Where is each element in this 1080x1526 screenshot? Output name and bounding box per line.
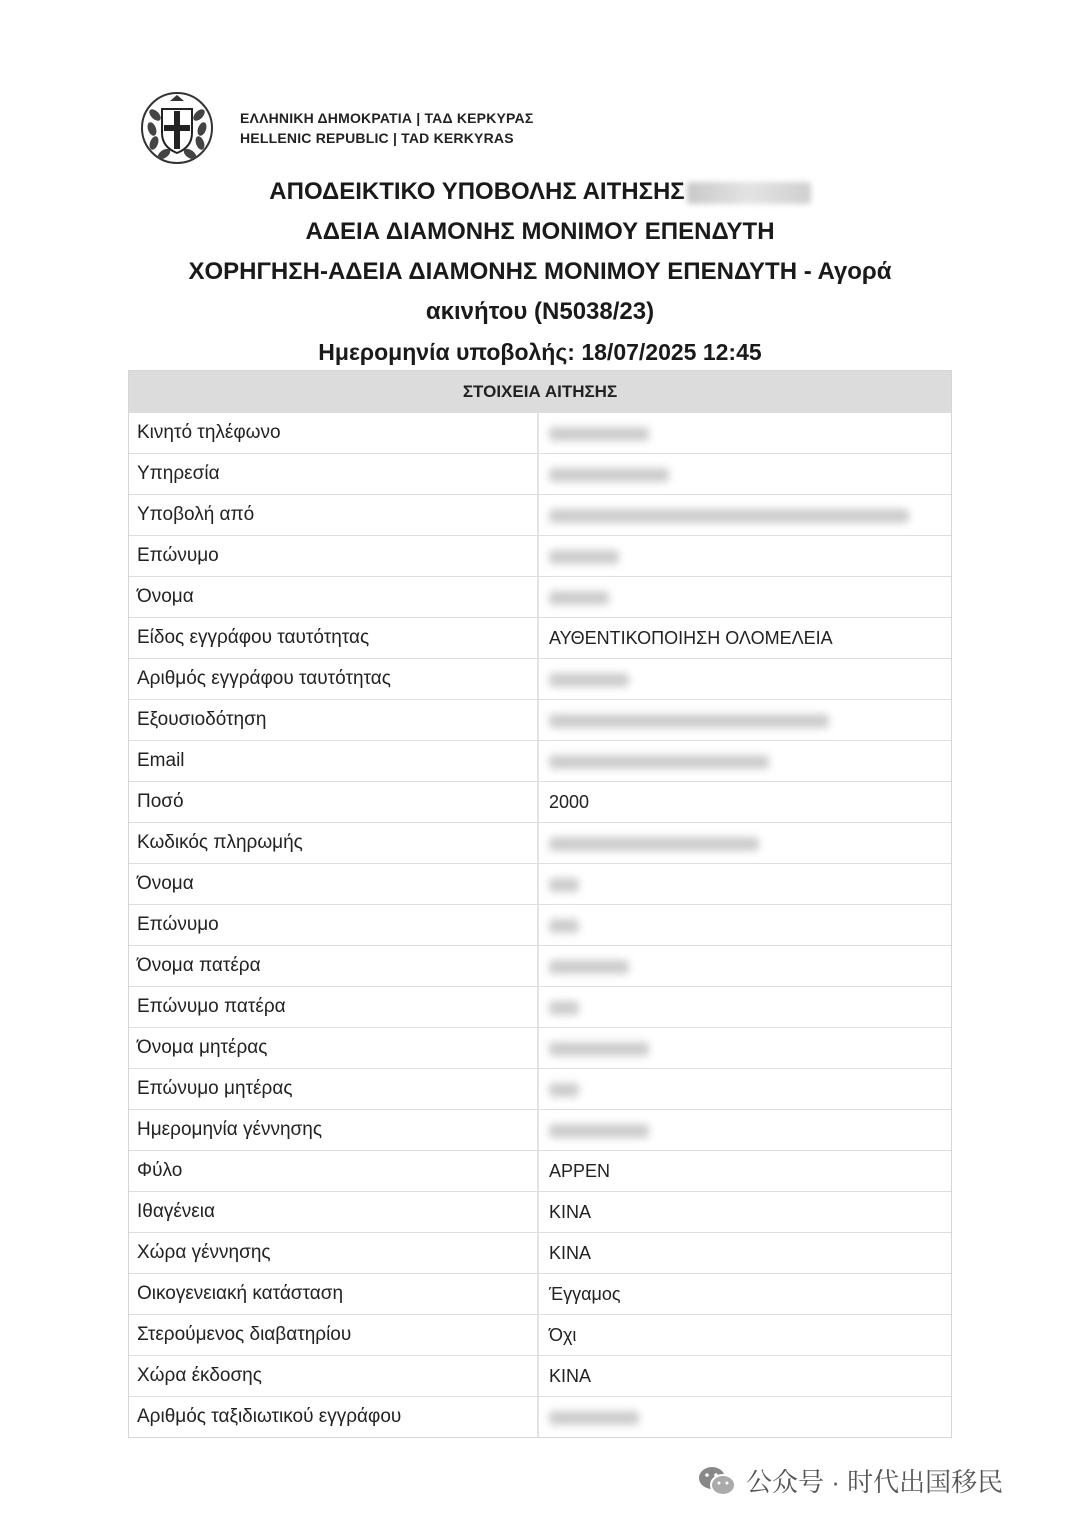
field-label: Είδος εγγράφου ταυτότητας [129,618,539,658]
redacted-value [549,1124,649,1138]
table-row [129,699,951,740]
field-label: Στερούμενος διαβατηρίου [129,1315,539,1355]
field-label: Όνομα [129,864,539,904]
field-label: Όνομα πατέρα [129,946,539,986]
table-row [129,494,951,535]
issuer-greek: ΕΛΛΗΝΙΚΗ ΔΗΜΟΚΡΑΤΙΑ | ΤΑΔ ΚΕΡΚΥΡΑΣ [240,110,534,126]
field-label: Ποσό [129,782,539,822]
field-label: Ημερομηνία γέννησης [129,1110,539,1150]
field-value [539,536,951,576]
document-title [100,172,980,372]
application-details-table [128,370,952,1438]
redacted-value [549,837,759,851]
wechat-icon [698,1465,736,1497]
field-value [539,495,951,535]
field-value [539,1069,951,1109]
table-row [129,1191,951,1232]
table-row [129,535,951,576]
title-grant-cont: ακινήτου (N5038/23) [425,298,655,325]
field-label: Κωδικός πληρωμής [129,823,539,863]
table-row [129,1150,951,1191]
table-row [129,904,951,945]
title-permit: ΑΔΕΙΑ ΔΙΑΜΟΝΗΣ ΜΟΝΙΜΟΥ ΕΠΕΝΔΥΤΗ [305,218,775,245]
redacted-value [549,1083,579,1097]
title-grant: ΧΟΡΗΓΗΣΗ-ΑΔΕΙΑ ΔΙΑΜΟΝΗΣ ΜΟΝΙΜΟΥ ΕΠΕΝΔΥΤΗ - Αγορά [188,258,892,285]
redacted-value [549,919,579,933]
field-value [539,741,951,781]
submission-date: Ημερομηνία υποβολής: 18/07/2025 12:45 [318,339,762,365]
watermark-text: 公众号 · 时代出国移民 [746,1467,1004,1497]
field-value: ΑΡΡΕΝ [549,1161,611,1181]
greek-coat-of-arms-icon [140,91,214,165]
redacted-value [549,468,669,482]
field-label: Φύλο [129,1151,539,1191]
table-row [129,1273,951,1314]
table-row [129,781,951,822]
redacted-value [549,427,649,441]
field-label: Υπηρεσία [129,454,539,494]
field-label: Χώρα έκδοσης [129,1356,539,1396]
field-label: Εξουσιοδότηση [129,700,539,740]
field-value [539,413,951,453]
field-label: Αριθμός εγγράφου ταυτότητας [129,659,539,699]
title-receipt: ΑΠΟΔΕΙΚΤΙΚΟ ΥΠΟΒΟΛΗΣ ΑΙΤΗΣΗΣ [100,172,980,212]
field-label: Όνομα [129,577,539,617]
table-row [129,740,951,781]
field-label: Επώνυμο μητέρας [129,1069,539,1109]
table-row [129,822,951,863]
field-value: ΑΥΘΕΝΤΙΚΟΠΟΙΗΣΗ ΟΛΟΜΕΛΕΙΑ [549,628,833,648]
field-label: Επώνυμο [129,536,539,576]
field-label: Ιθαγένεια [129,1192,539,1232]
field-label: Όνομα μητέρας [129,1028,539,1068]
field-label: Επώνυμο πατέρα [129,987,539,1027]
table-row [129,412,951,453]
field-value [539,700,951,740]
field-value: Όχι [549,1325,577,1345]
table-row [129,453,951,494]
field-label: Κινητό τηλέφωνο [129,413,539,453]
redacted-application-number [687,182,811,204]
table-row [129,1109,951,1150]
field-value: Έγγαμος [549,1284,621,1304]
table-row [129,1355,951,1396]
redacted-value [549,1411,639,1425]
field-value: ΚΙΝΑ [549,1243,592,1263]
redacted-value [549,960,629,974]
table-row [129,1068,951,1109]
redacted-value [549,714,829,728]
field-value: ΚΙΝΑ [549,1366,592,1386]
field-value [539,659,951,699]
redacted-value [549,1001,579,1015]
field-value [539,823,951,863]
table-row [129,1396,951,1437]
field-value [539,577,951,617]
table-row [129,1027,951,1068]
table-row [129,658,951,699]
watermark [698,1462,1003,1499]
field-value [539,1110,951,1150]
field-label: Χώρα γέννησης [129,1233,539,1273]
redacted-value [549,509,909,523]
field-value [539,864,951,904]
table-row [129,945,951,986]
field-value [539,946,951,986]
table-header: ΣΤΟΙΧΕΙΑ ΑΙΤΗΣΗΣ [129,371,951,412]
table-row [129,986,951,1027]
field-label: Επώνυμο [129,905,539,945]
field-value: ΚΙΝΑ [549,1202,592,1222]
field-label: Email [129,741,539,781]
field-value: 2000 [549,792,590,812]
table-row [129,617,951,658]
field-value [539,1397,951,1437]
table-row [129,863,951,904]
redacted-value [549,755,769,769]
field-label: Οικογενειακή κατάσταση [129,1274,539,1314]
field-value [539,1028,951,1068]
redacted-value [549,673,629,687]
table-row [129,1314,951,1355]
field-value [539,454,951,494]
redacted-value [549,878,579,892]
issuer-english: HELLENIC REPUBLIC | TAD KERKYRAS [240,130,514,146]
issuer [240,108,533,148]
field-value [539,987,951,1027]
field-value [539,905,951,945]
table-body [129,412,951,1437]
redacted-value [549,550,619,564]
field-label: Αριθμός ταξιδιωτικού εγγράφου [129,1397,539,1437]
document-header [140,92,533,164]
redacted-value [549,591,609,605]
table-row [129,1232,951,1273]
table-row [129,576,951,617]
field-label: Υποβολή από [129,495,539,535]
redacted-value [549,1042,649,1056]
